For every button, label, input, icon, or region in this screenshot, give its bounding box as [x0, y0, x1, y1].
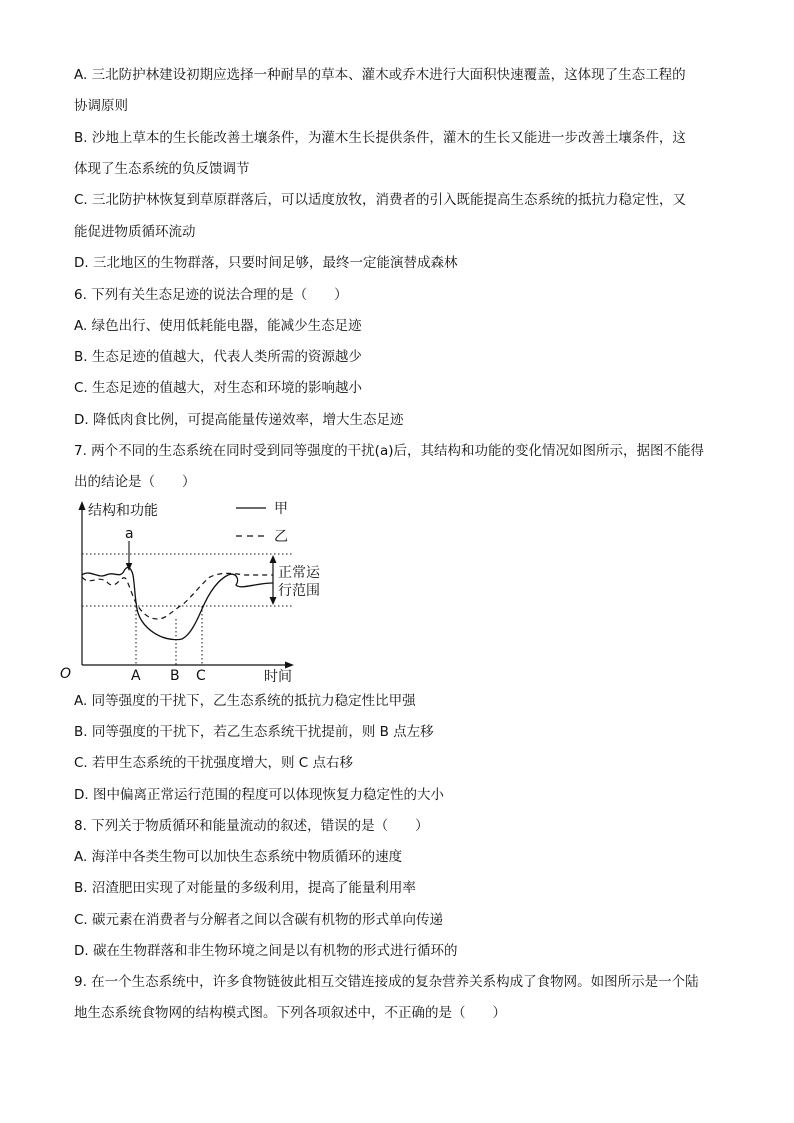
- q6-option-b: B. 生态足迹的值越大，代表人类所需的资源越少: [74, 349, 362, 365]
- range-arrow-down-icon: [270, 597, 277, 605]
- q6-stem: 6. 下列有关生态足迹的说法合理的是（ ）: [74, 287, 348, 303]
- q5-option-c-line2: 能促进物质循环流动: [74, 224, 196, 240]
- x-axis-label: 时间: [264, 669, 292, 685]
- q8-option-d: D. 碳在生物群落和非生物环境之间是以有机物的形式进行循环的: [74, 943, 458, 959]
- q9-stem-line1: 9. 在一个生态系统中，许多食物链彼此相互交错连接成的复杂营养关系构成了食物网。如图所示是一个陆: [74, 974, 699, 990]
- origin-label: O: [60, 666, 72, 682]
- q9-stem-line2: 地生态系统食物网的结构模式图。下列各项叙述中，不正确的是（ ）: [74, 1005, 506, 1021]
- x-axis-arrow-icon: [285, 662, 294, 669]
- range-label-line1: 正常运: [278, 565, 320, 581]
- q5-option-d: D. 三北地区的生物群落，只要时间足够，最终一定能演替成森林: [74, 255, 458, 271]
- range-arrow-up-icon: [270, 555, 277, 563]
- curve-jia: [82, 568, 273, 640]
- y-axis-label: 结构和功能: [88, 503, 158, 519]
- q7-stem-line2: 出的结论是（ ）: [74, 474, 196, 490]
- q5-option-c-line1: C. 三北防护林恢复到草原群落后，可以适度放牧，消费者的引入既能提高生态系统的抵抗力稳定性，又: [74, 192, 687, 208]
- q8-option-a: A. 海洋中各类生物可以加快生态系统中物质循环的速度: [74, 849, 403, 865]
- q5-option-b-line1: B. 沙地上草本的生长能改善土壤条件，为灌木生长提供条件，灌木的生长又能进一步改善土壤条件，这: [74, 130, 686, 146]
- q7-option-b: B. 同等强度的干扰下，若乙生态系统干扰提前，则 B 点左移: [74, 724, 434, 740]
- q7-stem-line1: 7. 两个不同的生态系统在同时受到同等强度的干扰(a)后，其结构和功能的变化情况如图所示，据图不能得: [74, 443, 704, 459]
- curve-yi: [82, 573, 273, 619]
- q7-option-c: C. 若甲生态系统的干扰强度增大，则 C 点右移: [74, 755, 354, 771]
- legend-solid-label: 甲: [274, 501, 288, 517]
- legend-dashed-label: 乙: [274, 529, 288, 545]
- q5-option-a-line2: 协调原则: [74, 98, 128, 114]
- q8-stem: 8. 下列关于物质循环和能量流动的叙述，错误的是（ ）: [74, 818, 429, 834]
- tick-a-label: A: [131, 668, 141, 684]
- marker-a-label: a: [125, 526, 134, 542]
- q6-option-a: A. 绿色出行、使用低耗能电器，能减少生态足迹: [74, 318, 362, 334]
- tick-b-label: B: [170, 668, 180, 684]
- y-axis-arrow-icon: [79, 501, 86, 510]
- q7-option-d: D. 图中偏离正常运行范围的程度可以体现恢复力稳定性的大小: [74, 787, 444, 803]
- q8-option-b: B. 沼渣肥田实现了对能量的多级利用，提高了能量利用率: [74, 880, 416, 896]
- q8-option-c: C. 碳元素在消费者与分解者之间以含碳有机物的形式单向传递: [74, 912, 444, 928]
- q5-option-a-line1: A. 三北防护林建设初期应选择一种耐旱的草本、灌木或乔木进行大面积快速覆盖，这体现了生态工程的: [74, 67, 686, 83]
- q7-option-a: A. 同等强度的干扰下，乙生态系统的抵抗力稳定性比甲强: [74, 693, 416, 709]
- q6-option-c: C. 生态足迹的值越大，对生态和环境的影响越小: [74, 380, 363, 396]
- tick-c-label: C: [196, 668, 206, 684]
- q6-option-d: D. 降低肉食比例，可提高能量传递效率，增大生态足迹: [74, 412, 404, 428]
- q7-figure: [60, 495, 320, 685]
- q5-option-b-line2: 体现了生态系统的负反馈调节: [74, 161, 250, 177]
- range-label-line2: 行范围: [278, 583, 320, 599]
